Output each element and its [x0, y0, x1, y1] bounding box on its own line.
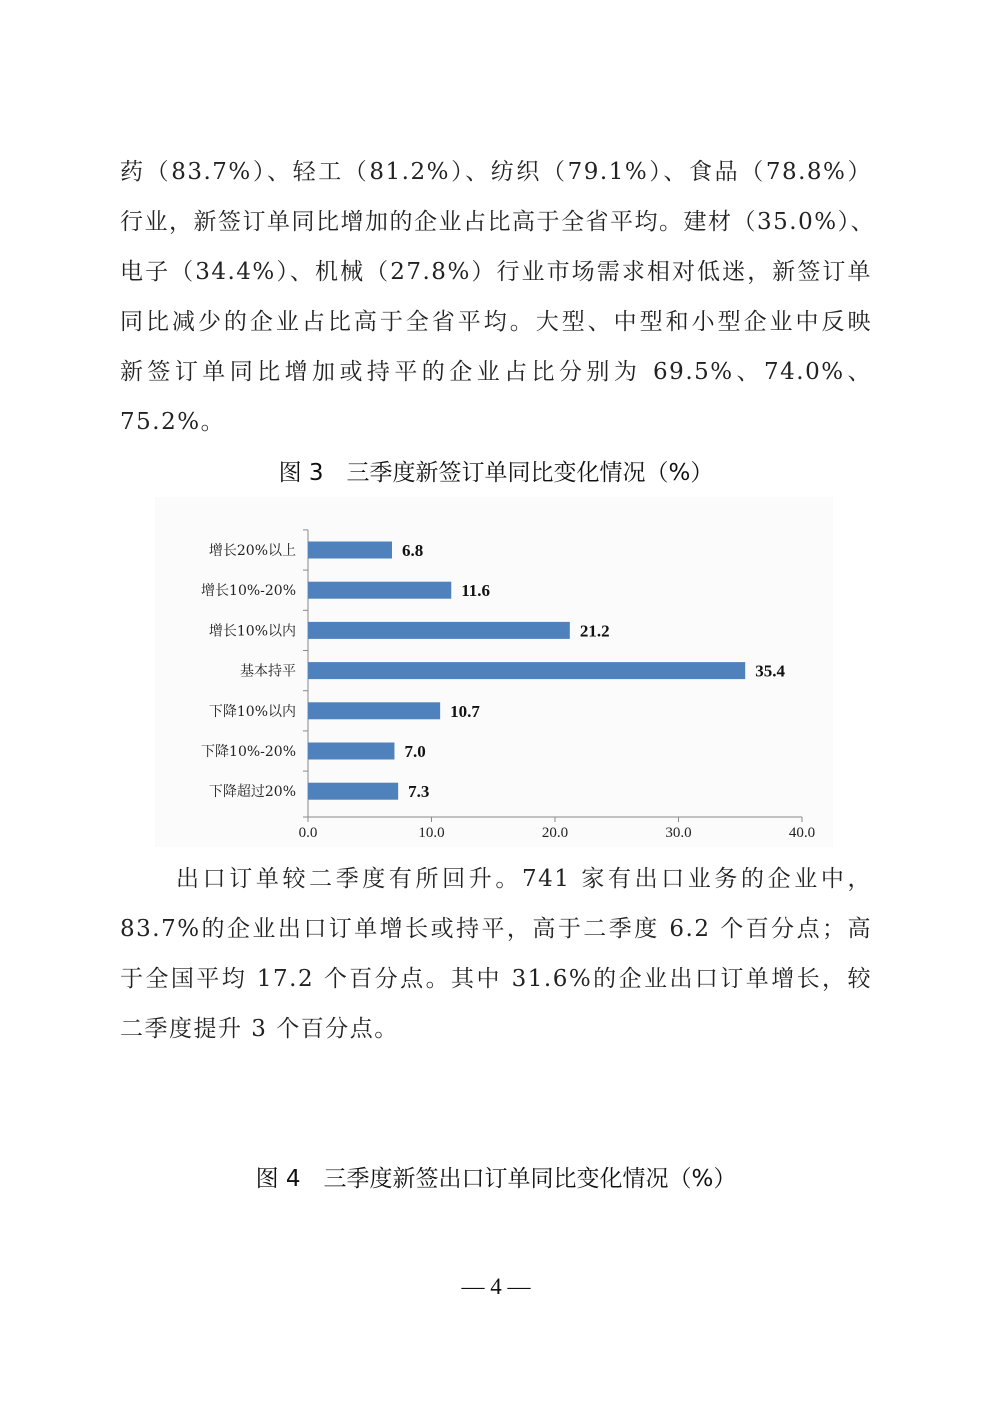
- text-line: 行业，新签订单同比增加的企业占比高于全省平均。建材（35.0%）、: [120, 209, 876, 235]
- text-line: 于全国平均 17.2 个百分点。其中 31.6%的企业出口订单增长，较: [120, 966, 872, 992]
- category-label: 下降超过20%: [208, 784, 296, 801]
- text-line: 75.2%。: [120, 409, 226, 435]
- bar-chart-svg: [155, 497, 833, 847]
- x-tick-label: 30.0: [665, 825, 692, 841]
- text-line: 药（83.7%）、轻工（81.2%）、纺织（79.1%）、食品（78.8%）: [120, 159, 872, 185]
- bar: [308, 702, 440, 719]
- category-label: 增长10%-20%: [201, 583, 296, 600]
- value-label: 10.7: [450, 701, 480, 721]
- text-line: 新签订单同比增加或持平的企业占比分别为 69.5%、74.0%、: [120, 359, 872, 385]
- category-label: 基本持平: [240, 663, 296, 680]
- text-line: 出口订单较二季度有所回升。741 家有出口业务的企业中，: [176, 866, 872, 892]
- value-label: 7.3: [408, 782, 430, 802]
- bar: [308, 622, 570, 639]
- value-label: 21.2: [579, 621, 610, 641]
- category-label: 增长20%以上: [208, 543, 296, 559]
- figure-3-bar-chart: [155, 497, 833, 847]
- value-label: 11.6: [461, 581, 491, 601]
- bar: [308, 662, 745, 679]
- x-tick-label: 40.0: [788, 825, 816, 841]
- text-line: 83.7%的企业出口订单增长或持平，高于二季度 6.2 个百分点；高: [120, 916, 872, 942]
- x-tick-label: 10.0: [418, 825, 445, 841]
- value-label: 7.0: [404, 742, 426, 761]
- text-line: 电子（34.4%）、机械（27.8%）行业市场需求相对低迷，新签订单: [120, 259, 872, 285]
- bar: [308, 743, 394, 760]
- bar: [308, 542, 392, 559]
- figure-3-title: 图 3 三季度新签订单同比变化情况（%）: [278, 460, 714, 486]
- bar: [308, 582, 451, 599]
- figure-4-title: 图 4 三季度新签出口订单同比变化情况（%）: [255, 1166, 737, 1192]
- text-line: 同比减少的企业占比高于全省平均。大型、中型和小型企业中反映: [120, 309, 872, 335]
- value-label: 6.8: [401, 541, 424, 560]
- category-label: 增长10%以内: [208, 623, 296, 640]
- text-line: 二季度提升 3 个百分点。: [120, 1016, 399, 1042]
- category-label: 下降10%-20%: [201, 744, 296, 760]
- category-label: 下降10%以内: [208, 703, 296, 720]
- page-number: — 4 —: [461, 1274, 531, 1299]
- value-label: 35.4: [755, 661, 785, 681]
- x-tick-label: 20.0: [541, 825, 569, 841]
- bar: [308, 783, 398, 800]
- x-tick-label: 0.0: [298, 825, 318, 841]
